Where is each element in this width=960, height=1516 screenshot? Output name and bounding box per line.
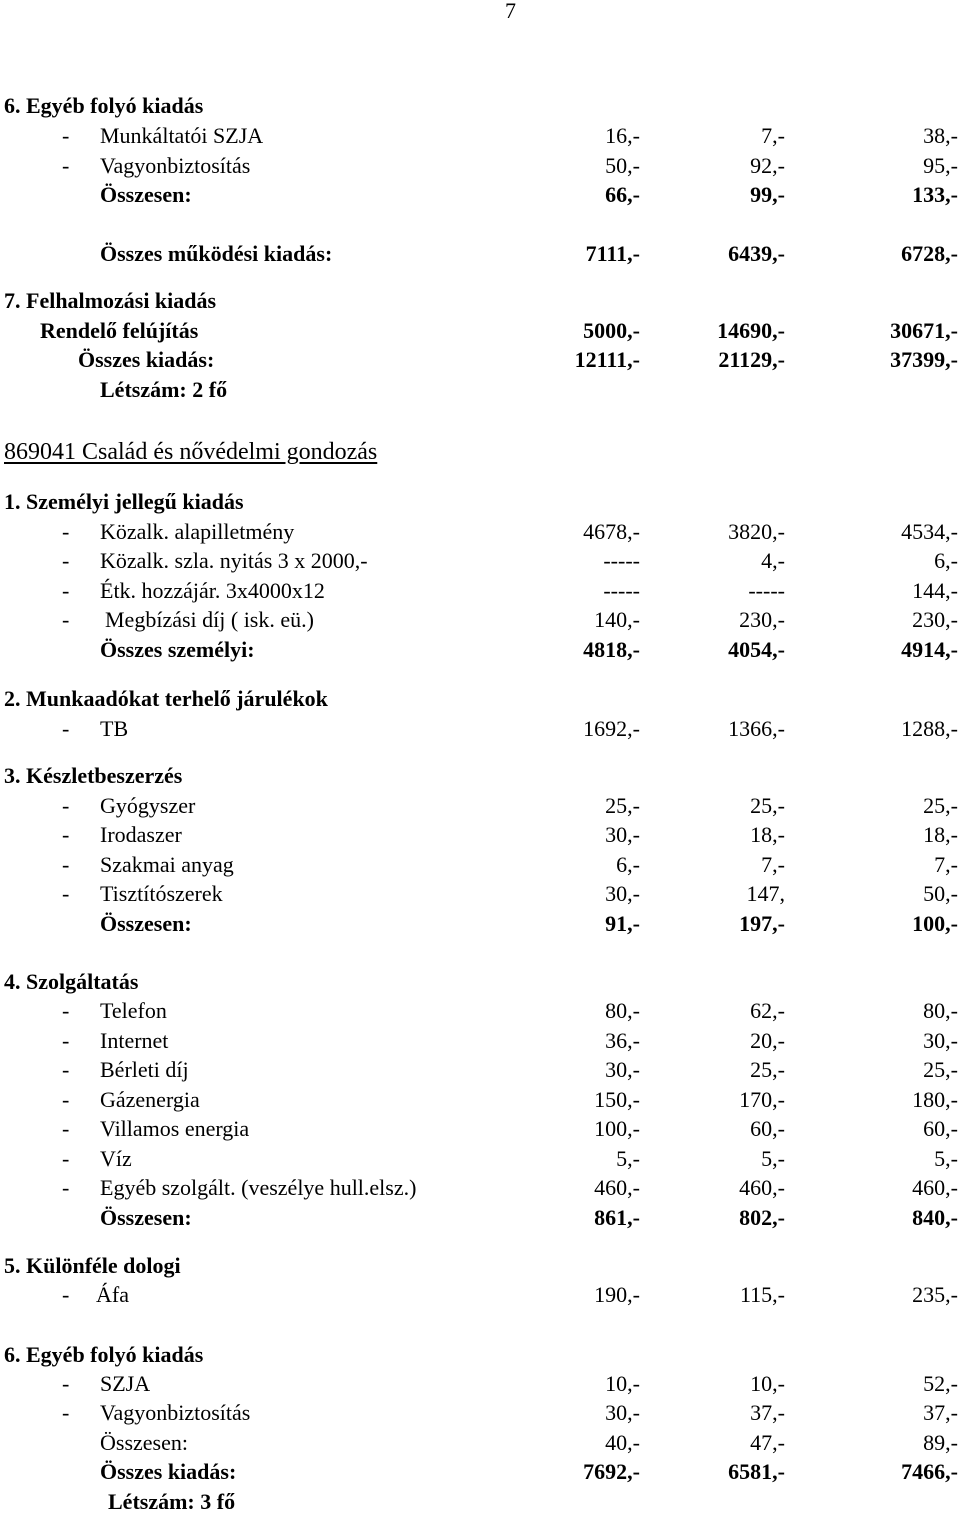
table-row-6-egyeb-folyo-kiadas [0,92,960,120]
value-col-2: 20,- [750,1028,785,1053]
row-label: Összesen: [100,911,192,936]
table-row-7-felhalmozasi-kiadas [0,287,960,315]
value-col-1: 7111,- [585,241,640,266]
value-col-2: 4,- [761,548,785,573]
value-col-2: 147, [746,881,785,906]
value-col-3: 144,- [912,578,958,603]
value-col-1: 36,- [605,1028,640,1053]
value-col-2: 37,- [750,1400,785,1425]
row-label: Gázenergia [100,1087,200,1112]
bullet-dash: - [62,578,70,603]
row-label: Összes személyi: [100,637,255,662]
table-row-4-szolgaltatas [0,968,960,996]
bullet-dash: - [62,548,70,573]
value-col-1: 40,- [605,1430,640,1455]
value-col-3: 50,- [923,881,958,906]
row-label: Összes kiadás: [100,1459,237,1484]
row-label: Bérleti díj [100,1057,189,1082]
row-label: Rendelő felújítás [40,318,199,343]
value-col-2: 3820,- [728,519,785,544]
bullet-dash: - [62,881,70,906]
table-row-letszam-2-fo [0,376,960,404]
value-col-3: 4534,- [901,519,958,544]
table-row-osszesen [0,181,960,209]
row-label: 7. Felhalmozási kiadás [4,288,217,313]
value-col-3: 6728,- [901,241,958,266]
value-col-3: 52,- [923,1371,958,1396]
value-col-2: 5,- [761,1146,785,1171]
table-row-osszesen [0,1429,960,1457]
table-row-osszesen [0,1204,960,1232]
bullet-dash: - [62,1057,70,1082]
table-row-telefon [0,997,960,1025]
row-label: Áfa [96,1282,129,1307]
value-col-1: 80,- [605,998,640,1023]
value-col-1: 30,- [605,1400,640,1425]
value-col-3: 235,- [912,1282,958,1307]
value-col-2: 47,- [750,1430,785,1455]
row-label: Étk. hozzájár. 3x4000x12 [100,578,325,603]
value-col-2: 92,- [750,153,785,178]
row-label: Közalk. alapilletmény [100,519,295,544]
value-col-2: 62,- [750,998,785,1023]
table-row-irodaszer [0,821,960,849]
bullet-dash: - [62,716,70,741]
value-col-1: 150,- [594,1087,640,1112]
value-col-3: 100,- [912,911,958,936]
table-row-internet [0,1027,960,1055]
table-row-rendelo-felujitas [0,317,960,345]
table-row-5-kulonfele-dologi [0,1252,960,1280]
value-col-2: 60,- [750,1116,785,1141]
bullet-dash: - [62,1146,70,1171]
row-label: Internet [100,1028,169,1053]
value-col-1: 1692,- [583,716,640,741]
table-row-kozalk-szla-nyitas-3-x-2000 [0,547,960,575]
value-col-1: 4818,- [583,637,640,662]
table-row-etk-hozzajar-3x4000x12 [0,577,960,605]
value-col-3: 37,- [923,1400,958,1425]
table-row-egyeb-szolgalt-veszelye-hull-elsz [0,1174,960,1202]
table-row-osszesen [0,910,960,938]
value-col-1: 140,- [594,607,640,632]
value-col-2: 6439,- [728,241,785,266]
table-row-2-munkaadokat-terhelo-jarulekok [0,685,960,713]
value-col-2: 7,- [761,852,785,877]
value-col-3: 1288,- [901,716,958,741]
value-col-1: 5,- [616,1146,640,1171]
table-row-szja [0,1370,960,1398]
bullet-dash: - [62,852,70,877]
table-row-gazenergia [0,1086,960,1114]
value-col-1: 30,- [605,822,640,847]
bullet-dash: - [62,153,70,178]
value-col-2: 25,- [750,793,785,818]
table-row-gyogyszer [0,792,960,820]
value-col-2: 18,- [750,822,785,847]
value-col-2: 10,- [750,1371,785,1396]
value-col-2: 4054,- [728,637,785,662]
value-col-2: 170,- [739,1087,785,1112]
bullet-dash: - [62,1175,70,1200]
bullet-dash: - [62,123,70,148]
value-col-1: 10,- [605,1371,640,1396]
row-label: Összesen: [100,1430,188,1455]
row-label: TB [100,716,129,741]
bullet-dash: - [62,1282,70,1307]
value-col-1: 460,- [594,1175,640,1200]
table-row-letszam-3-fo [0,1488,960,1516]
value-col-3: 230,- [912,607,958,632]
value-col-2: 230,- [739,607,785,632]
table-row-1-szemelyi-jellegu-kiadas [0,488,960,516]
value-col-2: 115,- [739,1282,785,1307]
value-col-3: 5,- [934,1146,958,1171]
value-col-3: 30,- [923,1028,958,1053]
bullet-dash: - [62,519,70,544]
bullet-dash: - [62,1087,70,1112]
value-col-2: 802,- [739,1205,785,1230]
value-col-3: 60,- [923,1116,958,1141]
table-row-tb [0,715,960,743]
value-col-1: 4678,- [583,519,640,544]
row-label: Közalk. szla. nyitás 3 x 2000,- [100,548,368,573]
value-col-3: 7466,- [901,1459,958,1484]
row-label: Vagyonbiztosítás [100,153,251,178]
bullet-dash: - [62,1400,70,1425]
row-label: Megbízási díj ( isk. eü.) [105,607,314,632]
table-row-osszes-kiadas [0,1458,960,1486]
table-row-osszes-szemelyi [0,636,960,664]
value-col-2: 197,- [739,911,785,936]
row-label: Telefon [100,998,167,1023]
value-col-1: 190,- [594,1282,640,1307]
row-label: 2. Munkaadókat terhelő járulékok [4,686,328,711]
value-col-1: 50,- [605,153,640,178]
value-col-3: 38,- [923,123,958,148]
table-row-kozalk-alapilletmeny [0,518,960,546]
table-row-viz [0,1145,960,1173]
value-col-3: 80,- [923,998,958,1023]
value-col-1: 7692,- [583,1459,640,1484]
page-number: 7 [505,0,516,23]
value-col-2: 6581,- [728,1459,785,1484]
row-label: Tisztítószerek [100,881,223,906]
row-label: Irodaszer [100,822,182,847]
value-col-1: 861,- [594,1205,640,1230]
row-label: Összes kiadás: [78,347,215,372]
value-col-1: 25,- [605,793,640,818]
bullet-dash: - [62,1028,70,1053]
value-col-3: 18,- [923,822,958,847]
row-label: 4. Szolgáltatás [4,969,139,994]
table-row-berleti-dij [0,1056,960,1084]
table-row-tisztitoszerek [0,880,960,908]
row-label: Összesen: [100,1205,192,1230]
value-col-2: ----- [748,578,785,603]
row-label: Egyéb szolgált. (veszélye hull.elsz.) [100,1175,417,1200]
row-label: Létszám: 2 fő [100,377,228,402]
row-label: Munkáltatói SZJA [100,123,264,148]
row-label: Szakmai anyag [100,852,234,877]
value-col-2: 460,- [739,1175,785,1200]
value-col-3: 6,- [934,548,958,573]
table-row-villamos-energia [0,1115,960,1143]
section-heading [4,437,960,467]
row-label: Víz [100,1146,132,1171]
row-label: 6. Egyéb folyó kiadás [4,1342,204,1367]
value-col-3: 25,- [923,793,958,818]
table-row-3-keszletbeszerzes [0,762,960,790]
value-col-1: 30,- [605,1057,640,1082]
table-row-megbizasi-dij-isk-eu [0,606,960,634]
value-col-2: 21129,- [718,347,785,372]
value-col-3: 460,- [912,1175,958,1200]
table-row-munkaltatoi-szja [0,122,960,150]
value-col-1: 66,- [605,182,640,207]
value-col-3: 4914,- [901,637,958,662]
value-col-3: 25,- [923,1057,958,1082]
row-label: Villamos energia [100,1116,250,1141]
row-label: Létszám: 3 fő [108,1489,236,1514]
row-label: 5. Különféle dologi [4,1253,181,1278]
row-label: Összesen: [100,182,192,207]
row-label: 3. Készletbeszerzés [4,763,183,788]
value-col-1: ----- [603,548,640,573]
table-row-szakmai-anyag [0,851,960,879]
row-label: 6. Egyéb folyó kiadás [4,93,204,118]
table-row-vagyonbiztositas [0,152,960,180]
value-col-1: 100,- [594,1116,640,1141]
row-label: Vagyonbiztosítás [100,1400,251,1425]
table-row-osszes-mukodesi-kiadas [0,240,960,268]
value-col-1: 5000,- [583,318,640,343]
section-heading-text: 869041 Család és nővédelmi gondozás [4,439,378,465]
value-col-1: 91,- [605,911,640,936]
row-label: 1. Személyi jellegű kiadás [4,489,244,514]
value-col-1: ----- [603,578,640,603]
bullet-dash: - [62,998,70,1023]
value-col-3: 840,- [912,1205,958,1230]
table-row-vagyonbiztositas [0,1399,960,1427]
value-col-1: 16,- [605,123,640,148]
value-col-3: 7,- [934,852,958,877]
value-col-1: 12111,- [574,347,640,372]
bullet-dash: - [62,607,70,632]
value-col-3: 180,- [912,1087,958,1112]
bullet-dash: - [62,1116,70,1141]
value-col-3: 89,- [923,1430,958,1455]
value-col-1: 6,- [616,852,640,877]
value-col-2: 14690,- [717,318,785,343]
bullet-dash: - [62,1371,70,1396]
value-col-1: 30,- [605,881,640,906]
value-col-2: 7,- [761,123,785,148]
value-col-3: 95,- [923,153,958,178]
row-label: SZJA [100,1371,151,1396]
value-col-3: 133,- [912,182,958,207]
table-row-osszes-kiadas [0,346,960,374]
table-row-afa [0,1281,960,1309]
value-col-3: 30671,- [890,318,958,343]
value-col-2: 99,- [750,182,785,207]
bullet-dash: - [62,793,70,818]
row-label: Gyógyszer [100,793,196,818]
value-col-2: 1366,- [728,716,785,741]
table-row-6-egyeb-folyo-kiadas [0,1341,960,1369]
row-label: Összes működési kiadás: [100,241,333,266]
bullet-dash: - [62,822,70,847]
value-col-2: 25,- [750,1057,785,1082]
value-col-3: 37399,- [890,347,958,372]
